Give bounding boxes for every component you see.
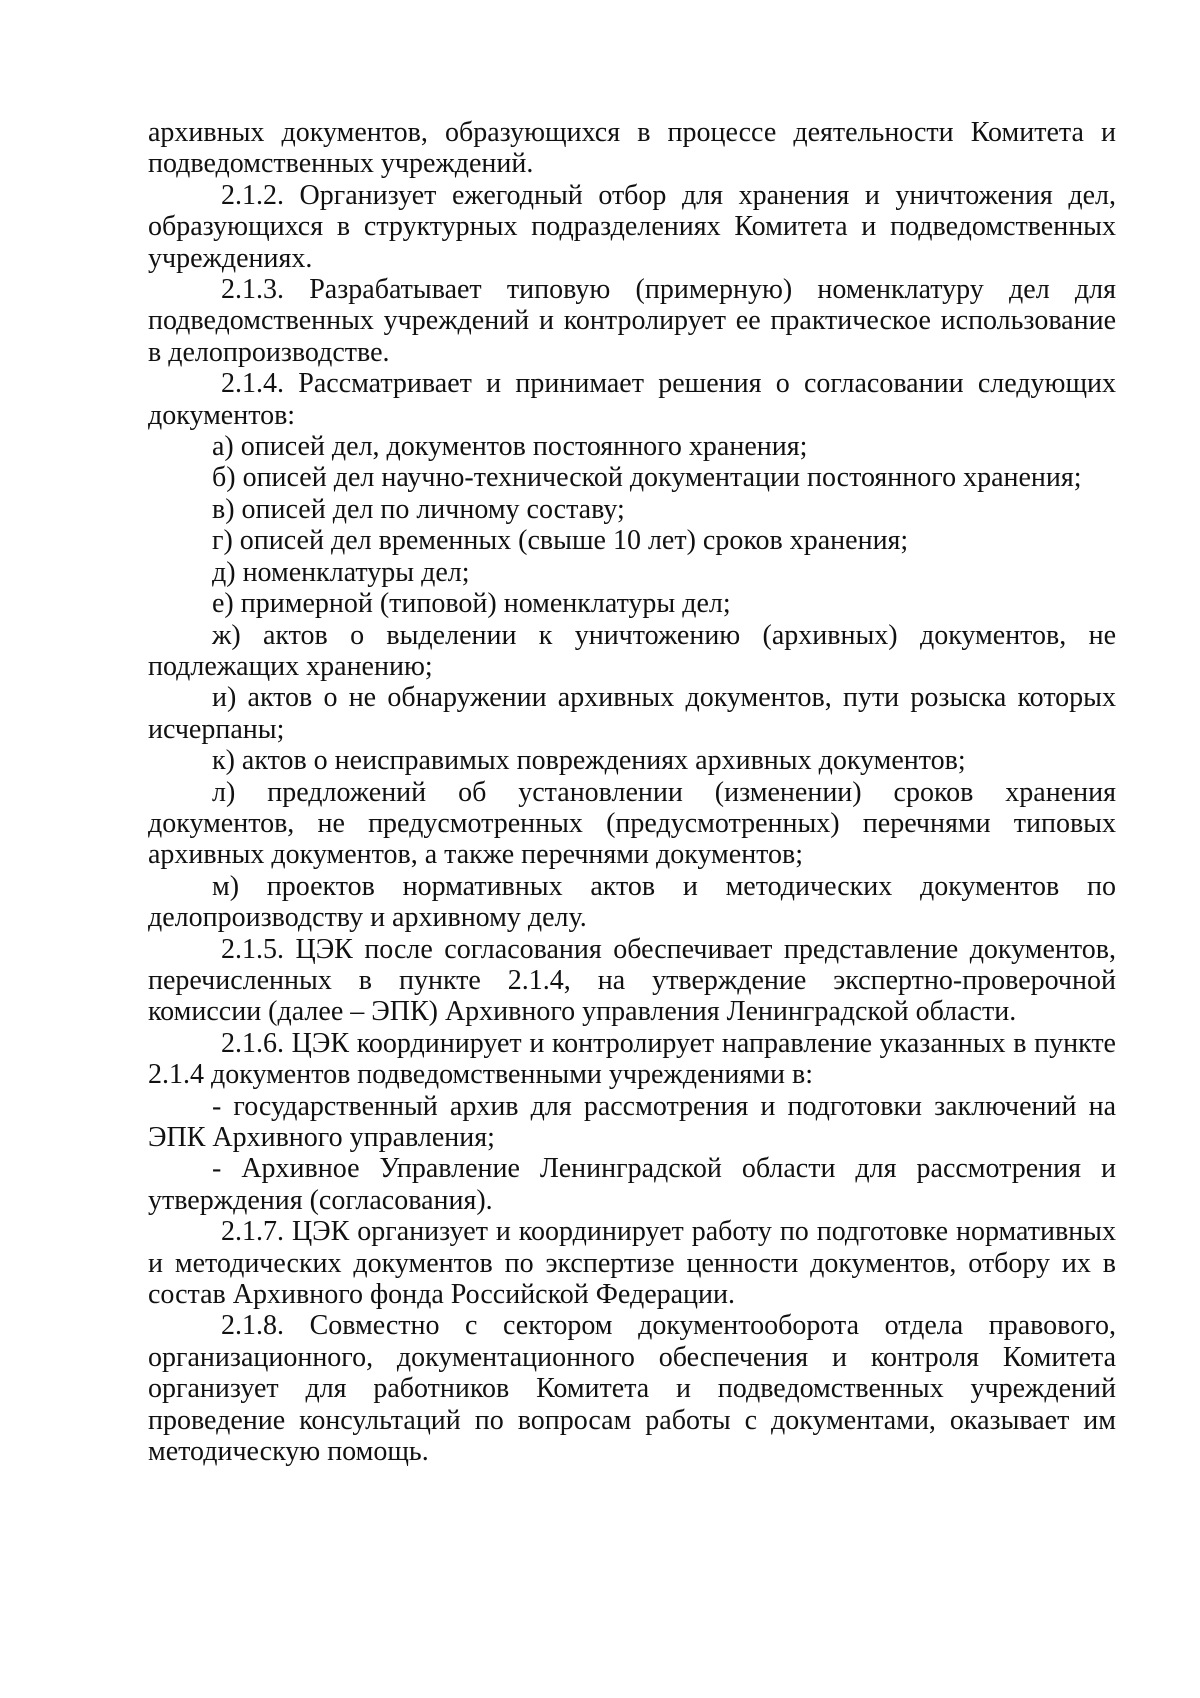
list-item-d: д) номенклатуры дел; [212,556,470,588]
dash-item-state-archive: - государственный архив для рассмотрения и подготовки заключений на ЭПК Архивного управления; [148,1090,1116,1153]
list-item-i: и) актов о не обнаружении архивных документов, пути розыска которых исчерпаны; [148,682,1116,745]
document-body [148,117,1116,1467]
list-item-k: к) актов о неисправимых повреждениях архивных документов; [212,745,966,777]
paragraph-continuation: архивных документов, образующихся в процессе деятельности Комитета и подведомственных учреждений. [148,117,1116,180]
list-item-l: л) предложений об установлении (изменении) сроков хранения документов, не предусмотренных (предусмотренных) перечнями типовых архивных документов, а также перечнями документов; [148,776,1116,871]
list-item-b: б) описей дел научно-технической документации постоянного хранения; [212,462,1082,494]
list-item-a: а) описей дел, документов постоянного хранения; [212,431,808,463]
paragraph-2-1-7: 2.1.7. ЦЭК организует и координирует работу по подготовке нормативных и методических документов по экспертизе ценности документов, отбору их в состав Архивного фонда Российской Федерации. [148,1216,1116,1311]
list-item-g: г) описей дел временных (свыше 10 лет) сроков хранения; [212,525,909,557]
paragraph-2-1-6: 2.1.6. ЦЭК координирует и контролирует направление указанных в пункте 2.1.4 документов подведомственными учреждениями в: [148,1027,1116,1091]
list-item-v: в) описей дел по личному составу; [212,493,625,525]
list-item-m: м) проектов нормативных актов и методических документов по делопроизводству и архивному делу. [148,870,1116,934]
list-item-zh: ж) актов о выделении к уничтожению (архивных) документов, не подлежащих хранению; [148,619,1116,682]
list-item-e: е) примерной (типовой) номенклатуры дел; [212,588,731,620]
paragraph-2-1-5: 2.1.5. ЦЭК после согласования обеспечивает представление документов, перечисленных в пункте 2.1.4, на утверждение экспертно-проверочной комиссии (далее – ЭПК) Архивного управления Ленинградской области. [148,933,1116,1028]
dash-item-archive-administration: - Архивное Управление Ленинградской области для рассмотрения и утверждения (согласования). [148,1153,1116,1216]
paragraph-2-1-2: 2.1.2. Организует ежегодный отбор для хранения и уничтожения дел, образующихся в структурных подразделениях Комитета и подведомственных учреждениях. [148,179,1116,274]
paragraph-2-1-3: 2.1.3. Разрабатывает типовую (примерную) номенклатуру дел для подведомственных учреждений и контролирует ее практическое использование в делопроизводстве. [148,274,1116,368]
paragraph-2-1-4: 2.1.4. Рассматривает и принимает решения о согласовании следующих документов: [148,368,1116,431]
paragraph-2-1-8: 2.1.8. Совместно с сектором документооборота отдела правового, организационного, документационного обеспечения и контроля Комитета организует для работников Комитета и подведомственных учреждений проведение консультаций по вопросам работы с документами, оказывает им методическую помощь. [148,1310,1116,1468]
